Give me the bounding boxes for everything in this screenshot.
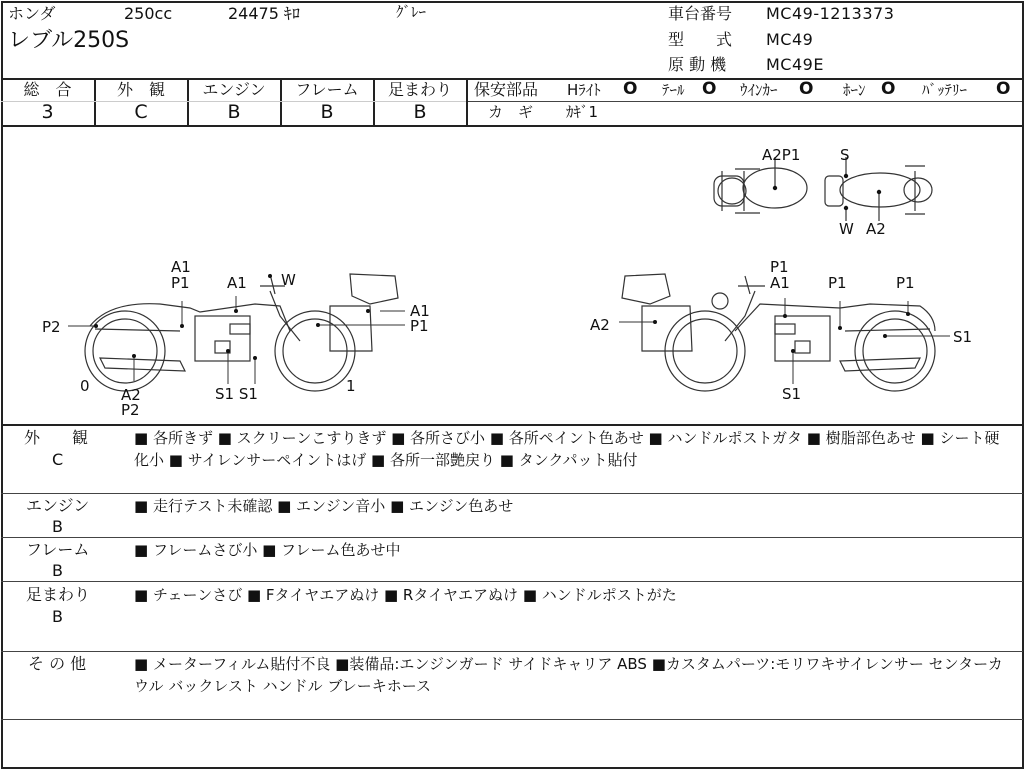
- note-engine-grade: B: [52, 517, 63, 536]
- safety-winker-mark: O: [799, 79, 814, 99]
- left-label-a2: A2: [121, 386, 141, 404]
- left-label-a1-upper: A1: [171, 258, 191, 276]
- safety-parts-title: 保安部品: [474, 80, 539, 99]
- safety-headlight-mark: O: [623, 79, 638, 99]
- grade-engine-value: B: [227, 101, 241, 123]
- top-view-motorcycle: [714, 157, 932, 221]
- right-label-a1: A1: [770, 274, 790, 292]
- note-frame-category: フレーム: [26, 540, 90, 559]
- note-other-text: ■ メーターフィルム貼付不良 ■装備品:エンジンガード サイドキャリア ABS ■カスタムパーツ:モリワキサイレンサー センターカウル バックレスト ハンドル ブレーキホース: [134, 655, 1003, 695]
- grade-suspension-value: B: [413, 101, 427, 123]
- right-label-s1-rear: S1: [953, 328, 973, 346]
- safety-horn: ﾎｰﾝ: [843, 81, 866, 99]
- grade-overall-value: 3: [41, 101, 54, 123]
- top-label-a2p1: A2P1: [762, 146, 801, 164]
- top-label-a2: A2: [866, 220, 886, 238]
- safety-battery-mark: O: [996, 79, 1011, 99]
- model-type-label: 型 式: [668, 30, 733, 49]
- divider-note-5: [1, 719, 1023, 720]
- mileage: 24475 ｷﾛ: [228, 4, 300, 23]
- frame-number: MC49-1213373: [766, 4, 895, 23]
- key-value: ｶｷﾞ1: [566, 103, 599, 121]
- displacement: 250cc: [124, 4, 173, 23]
- note-engine-text: ■ 走行テスト未確認 ■ エンジン音小 ■ エンジン色あせ: [134, 497, 514, 515]
- safety-taillight-mark: O: [702, 79, 717, 99]
- engine-type-label: 原 動 機: [668, 55, 727, 74]
- divider-note-2: [1, 537, 1023, 538]
- right-label-p1-upper: P1: [770, 258, 789, 276]
- safety-battery: ﾊﾞｯﾃﾘｰ: [922, 81, 968, 99]
- grade-exterior-value: C: [134, 101, 148, 123]
- note-exterior-category: 外 観: [24, 428, 89, 447]
- grade-frame-value: B: [320, 101, 334, 123]
- right-label-p1-rear: P1: [896, 274, 915, 292]
- grade-col-5: [466, 78, 468, 125]
- note-suspension-category: 足まわり: [26, 585, 91, 604]
- note-suspension-grade: B: [52, 607, 63, 626]
- left-label-p2-rear: P2: [42, 318, 61, 336]
- note-frame-text: ■ フレームさび小 ■ フレーム色あせ中: [134, 541, 401, 559]
- grade-suspension-label: 足まわり: [387, 80, 452, 99]
- note-suspension-text: ■ チェーンさび ■ Fタイヤエアぬけ ■ Rタイヤエアぬけ ■ ハンドルポストがた: [134, 586, 677, 604]
- left-label-a1-tank: A1: [227, 274, 247, 292]
- left-label-p2: P2: [121, 401, 140, 419]
- frame-number-label: 車台番号: [668, 4, 733, 23]
- right-label-s1: S1: [782, 385, 802, 403]
- model-name: レブル250S: [8, 28, 130, 53]
- left-label-a1-front: A1: [410, 302, 430, 320]
- right-label-a2: A2: [590, 316, 610, 334]
- divider-key: [467, 101, 1022, 102]
- note-other-category: そ の 他: [28, 654, 87, 673]
- safety-winker: ｳｲﾝｶｰ: [740, 81, 778, 99]
- note-exterior-text: ■ 各所きず ■ スクリーンこすりきず ■ 各所さび小 ■ 各所ペイント色あせ ■ ハンドルポストガタ ■ 樹脂部色あせ ■ シート硬化小 ■ サイレンサーペイントはげ ■ 各所一部艶戻り ■ タンクパット貼付: [134, 429, 1000, 469]
- left-label-1: 1: [346, 377, 356, 395]
- safety-headlight: Hﾗｲﾄ: [567, 81, 601, 99]
- left-label-0: 0: [80, 377, 90, 395]
- left-label-p1-front: P1: [410, 317, 429, 335]
- key-label: カ ギ: [488, 103, 534, 121]
- divider-note-4: [1, 651, 1023, 652]
- left-label-w: W: [281, 271, 296, 289]
- note-exterior-grade: C: [52, 450, 64, 469]
- left-label-s1s1: S1 S1: [215, 385, 258, 403]
- safety-horn-mark: O: [881, 79, 896, 99]
- divider-diagram: [1, 424, 1023, 426]
- grade-overall-label: 総 合: [23, 80, 72, 99]
- model-type: MC49: [766, 30, 814, 49]
- divider-note-3: [1, 581, 1023, 582]
- note-engine-category: エンジン: [26, 496, 90, 515]
- engine-type: MC49E: [766, 55, 824, 74]
- grade-engine-label: エンジン: [202, 80, 266, 99]
- safety-taillight: ﾃｰﾙ: [662, 81, 685, 99]
- left-label-p1-upper: P1: [171, 274, 190, 292]
- right-label-p1-mid: P1: [828, 274, 847, 292]
- grade-frame-label: フレーム: [295, 80, 359, 99]
- top-label-w: W: [839, 220, 854, 238]
- grade-exterior-label: 外 観: [116, 80, 165, 99]
- top-label-s: S: [840, 146, 850, 164]
- color: ｸﾞﾚｰ: [396, 3, 427, 21]
- note-frame-grade: B: [52, 561, 63, 580]
- make: ホンダ: [8, 4, 56, 23]
- divider-note-1: [1, 493, 1023, 494]
- damage-diagram: [0, 126, 1024, 423]
